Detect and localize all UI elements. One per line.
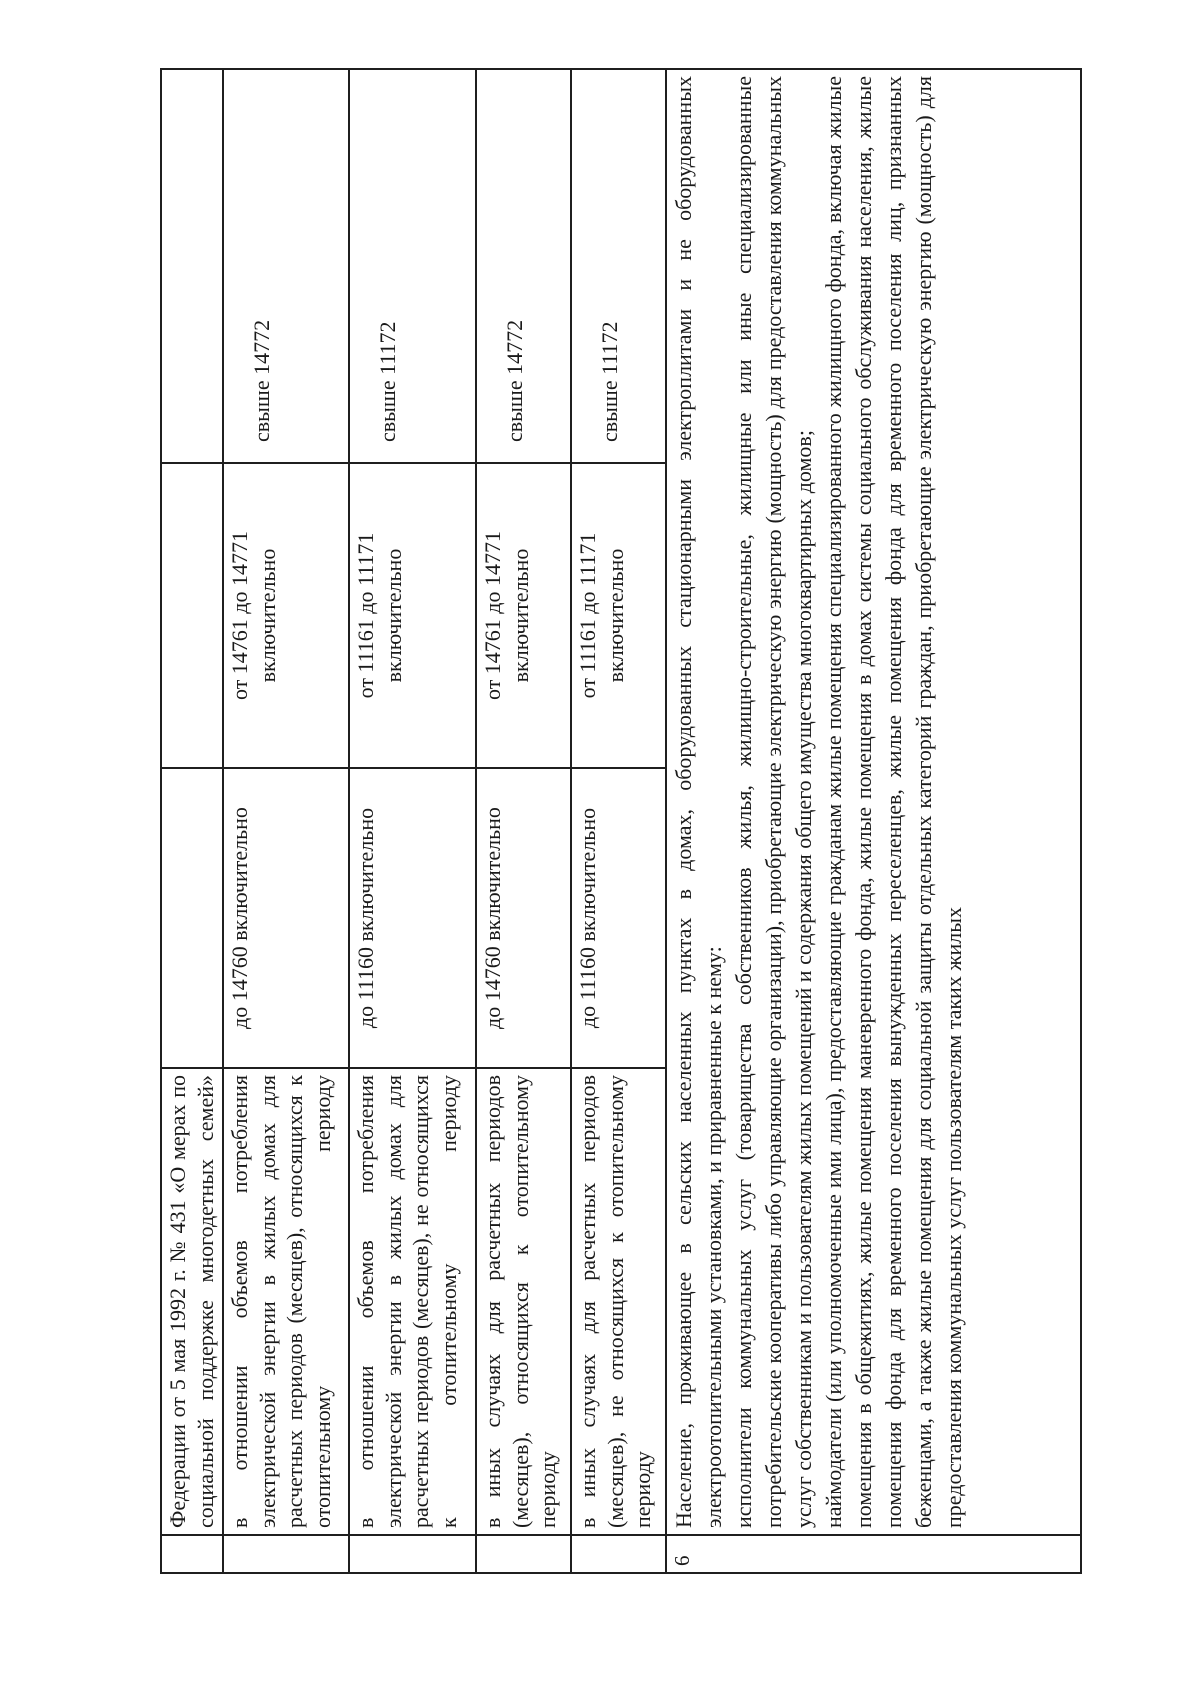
section-6-paragraph: наймодатели (или уполномоченные ими лица), предоставляющие гражданам жилые помещения специализированного жилищного фонда, включая жилые помещения в общежитиях, жилые помещения маневренного фонда, жилые помещения в домах системы социального обслуживания населения, жилые помещения фонда для временного поселения вынужденных переселенцев, жилые помещения фонда для временного поселения лиц, признанных беженцами, а также жилые помещения для социальной защиты отдельных категорий граждан, приобретающие электрическую энергию (мощность) для предоставления коммунальных услуг пользователям таких жилых — [821, 76, 966, 1528]
value-cell-3: свыше 11172 — [571, 69, 666, 463]
row-number-cell — [476, 1535, 571, 1573]
row-number-cell — [571, 1535, 666, 1573]
row-number-cell — [349, 1535, 476, 1573]
table-row — [571, 69, 666, 1573]
description-cell: в иных случаях для расчетных периодов (месяцев), относящихся к отопительному периоду — [476, 1068, 571, 1535]
rotated-page — [160, 70, 1080, 1574]
row-number-cell — [161, 1535, 223, 1573]
section-6-paragraph: Население, проживающее в сельских населенных пунктах в домах, оборудованных стационарными электроплитами и не оборудованных электроотопительными установками, и приравненные к нему: — [671, 76, 726, 1528]
value-cell-1: до 14760 включительно — [223, 768, 349, 1068]
value-cell-3: свыше 14772 — [476, 69, 571, 463]
value-cell-1: до 11160 включительно — [349, 768, 476, 1068]
description-text: Федерации от 5 мая 1992 г. № 431 «О мерах по социальной поддержке многодетных семей» — [165, 1075, 218, 1528]
table-row-header — [161, 69, 223, 1573]
description-cell: в отношении объемов потребления электрической энергии в жилых домах для расчетных периодов (месяцев), относящихся к отопительному периоду — [223, 1068, 349, 1535]
row-number-cell — [223, 1535, 349, 1573]
value-cell-2: от 14761 до 14771 включительно — [223, 463, 349, 768]
row-number-cell: 6 — [666, 1535, 1081, 1573]
value-cell-1 — [161, 768, 223, 1068]
section-6-body — [669, 76, 969, 1528]
value-cell-2: от 11161 до 11171 включительно — [349, 463, 476, 768]
section-6-paragraph: исполнители коммунальных услуг (товарищества собственников жилья, жилищно-строительные, жилищные или иные специализированные потребительские кооперативы либо управляющие организации), приобретающие электрическую энергию (мощность) для предоставления коммунальных услуг собственникам и пользователям жилых помещений и содержания общего имущества многоквартирных домов; — [731, 76, 816, 1528]
value-cell-1: до 11160 включительно — [571, 768, 666, 1068]
value-cell-2 — [161, 463, 223, 768]
description-cell: в иных случаях для расчетных периодов (месяцев), не относящихся к отопительному периоду — [571, 1068, 666, 1535]
table-row — [223, 69, 349, 1573]
value-cell-3: свыше 14772 — [223, 69, 349, 463]
value-cell-2: от 14761 до 14771 включительно — [476, 463, 571, 768]
description-cell: в отношении объемов потребления электрической энергии в жилых домах для расчетных периодов (месяцев), не относящихся к отопительному периоду — [349, 1068, 476, 1535]
value-cell-3: свыше 11172 — [349, 69, 476, 463]
section-6-text-cell — [666, 69, 1081, 1535]
table-row — [476, 69, 571, 1573]
description-cell — [161, 1068, 223, 1535]
tariff-table — [160, 68, 1082, 1574]
value-cell-3 — [161, 69, 223, 463]
table-row-section-6 — [666, 69, 1081, 1573]
value-cell-1: до 14760 включительно — [476, 768, 571, 1068]
value-cell-2: от 11161 до 11171 включительно — [571, 463, 666, 768]
table-row — [349, 69, 476, 1573]
